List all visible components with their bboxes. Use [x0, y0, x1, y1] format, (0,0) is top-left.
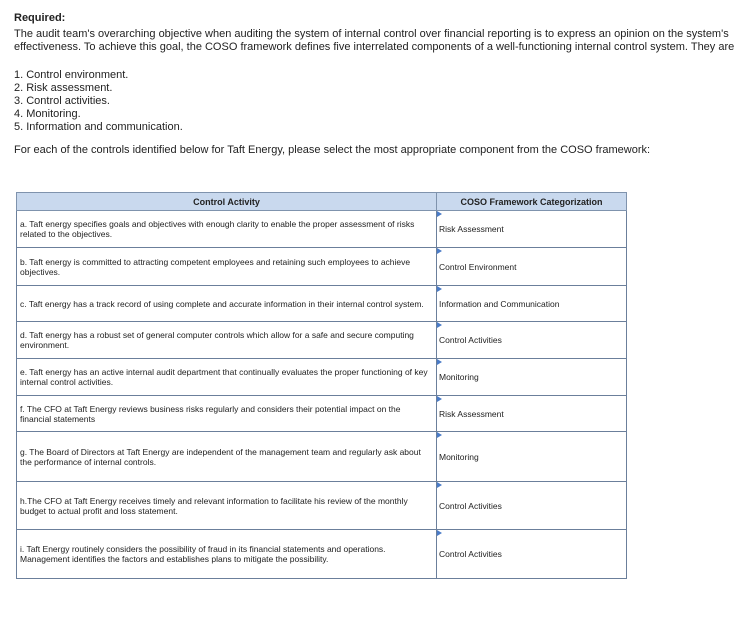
control-activity-cell: g. The Board of Directors at Taft Energy are independent of the management team and regularly ask about the performance of internal controls.	[17, 432, 437, 482]
answer-dropdown[interactable]	[437, 396, 627, 432]
answer-dropdown[interactable]	[437, 211, 627, 248]
answer-value: Control Activities	[439, 500, 502, 511]
answer-value: Risk Assessment	[439, 408, 504, 419]
answer-dropdown[interactable]	[437, 322, 627, 359]
dropdown-flag-icon	[437, 432, 442, 438]
control-activity-cell: e. Taft energy has an active internal audit department that continually evaluates the proper functioning of key internal control activities.	[17, 359, 437, 396]
answer-dropdown[interactable]	[437, 432, 627, 482]
question-content	[14, 12, 740, 157]
instruction-text: For each of the controls identified below for Taft Energy, please select the most appropriate component from the COSO framework:	[14, 144, 651, 156]
answer-value: Control Environment	[439, 261, 517, 272]
intro-paragraph: The audit team's overarching objective when auditing the system of internal control over financial reporting is to express an opinion on the system's effectiveness. To achieve this goal, the COSO framework defines five interrelated components of a well-functioning internal control system. They are	[14, 28, 735, 53]
control-activity-cell: i. Taft Energy routinely considers the possibility of fraud in its financial statements and operations. Management identifies the factors and establishes plans to mitigate the possibility.	[17, 530, 437, 579]
answer-dropdown[interactable]	[437, 359, 627, 396]
answer-value: Monitoring	[439, 451, 479, 462]
answer-value: Information and Communication	[439, 298, 560, 309]
dropdown-flag-icon	[437, 530, 442, 536]
table-row	[17, 359, 627, 396]
answer-value: Control Activities	[439, 335, 502, 345]
list-item: 5. Information and communication.	[14, 121, 183, 133]
dropdown-flag-icon	[437, 359, 442, 365]
table-row	[17, 286, 627, 322]
table-row	[17, 248, 627, 286]
answer-dropdown[interactable]	[437, 286, 627, 322]
dropdown-flag-icon	[437, 322, 442, 328]
dropdown-flag-icon	[437, 286, 442, 292]
table-row	[17, 530, 627, 579]
table-row	[17, 432, 627, 482]
control-activity-cell: b. Taft energy is committed to attracting competent employees and retaining such employees to achieve objectives.	[17, 248, 437, 286]
list-item: 2. Risk assessment.	[14, 82, 113, 94]
dropdown-flag-icon	[437, 396, 442, 402]
control-activity-cell: d. Taft energy has a robust set of general computer controls which allow for a safe and secure computing environment.	[17, 322, 437, 359]
list-item: 1. Control environment.	[14, 69, 129, 81]
column-header-control-activity: Control Activity	[17, 193, 437, 211]
dropdown-flag-icon	[437, 482, 442, 488]
required-heading: Required:	[14, 12, 66, 24]
list-item: 4. Monitoring.	[14, 108, 81, 120]
dropdown-flag-icon	[437, 211, 442, 217]
control-activity-cell: h.The CFO at Taft Energy receives timely and relevant information to facilitate his review of the monthly budget to actual profit and loss statement.	[17, 482, 437, 530]
dropdown-flag-icon	[437, 248, 442, 254]
control-activity-cell: c. Taft energy has a track record of using complete and accurate information in their internal control system.	[17, 286, 437, 322]
coso-components-list	[14, 69, 740, 134]
table-row	[17, 482, 627, 530]
answer-value: Control Activities	[439, 549, 502, 559]
control-activity-cell: f. The CFO at Taft Energy reviews business risks regularly and considers their potential impact on the financial statements	[17, 396, 437, 432]
table-header-row	[17, 193, 627, 211]
column-header-coso-categorization: COSO Framework Categorization	[437, 193, 627, 211]
list-item: 3. Control activities.	[14, 95, 110, 107]
answer-dropdown[interactable]	[437, 530, 627, 579]
answer-value: Risk Assessment	[439, 224, 504, 234]
table-row	[17, 211, 627, 248]
answer-dropdown[interactable]	[437, 482, 627, 530]
control-activity-cell: a. Taft energy specifies goals and objectives with enough clarity to enable the proper assessment of risks related to the objectives.	[17, 211, 437, 248]
answer-value: Monitoring	[439, 372, 479, 382]
table-row	[17, 396, 627, 432]
answer-dropdown[interactable]	[437, 248, 627, 286]
controls-table	[16, 192, 627, 579]
table-row	[17, 322, 627, 359]
